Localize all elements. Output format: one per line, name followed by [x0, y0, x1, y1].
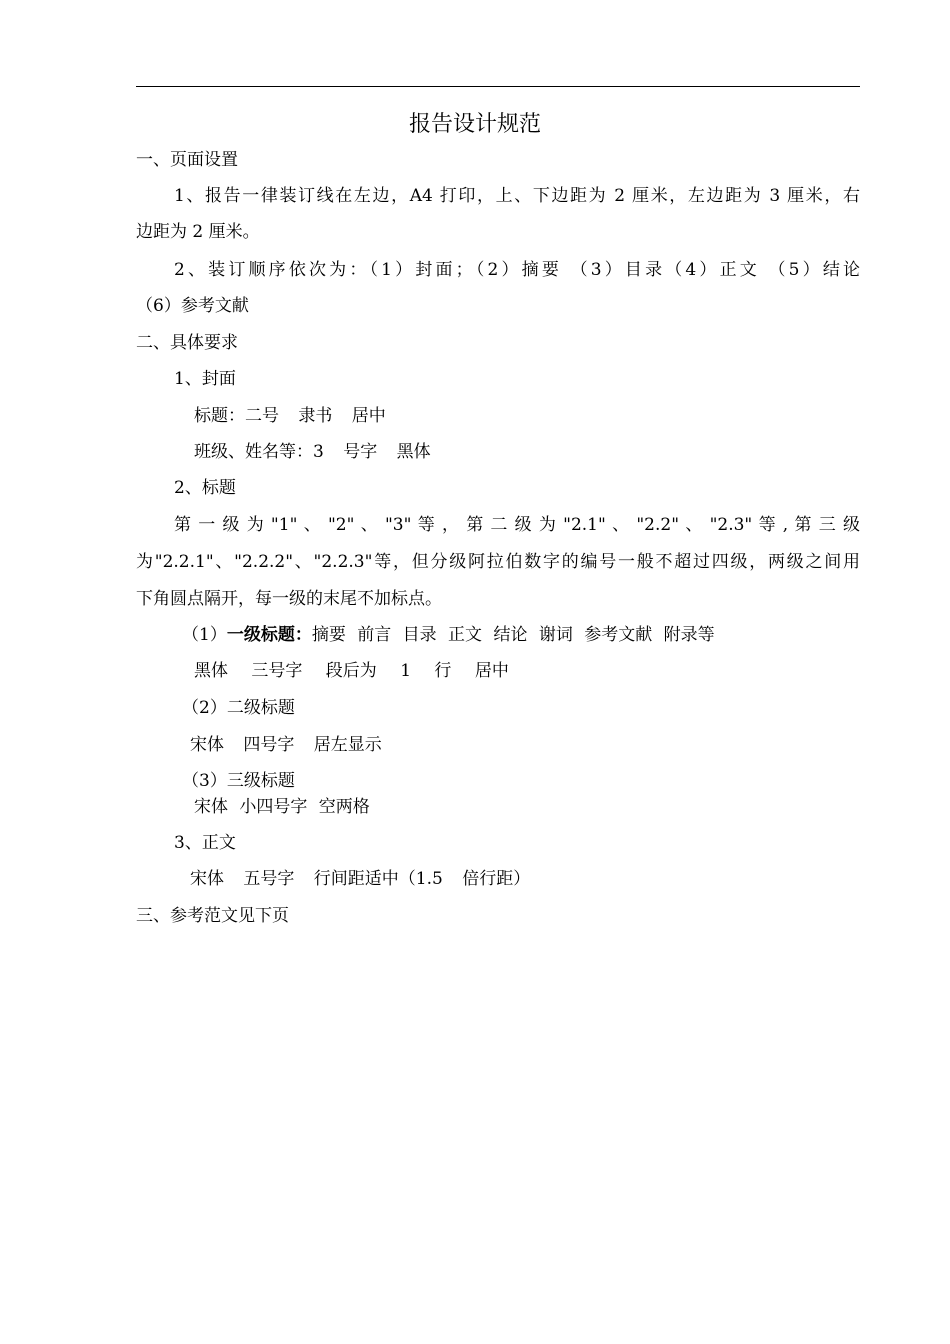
section1-heading: 一、页面设置 [136, 150, 238, 170]
cover-title-spec: 标题：二号 隶书 居中 [194, 406, 386, 426]
cover-heading: 1、封面 [174, 369, 236, 389]
body-heading: 3、正文 [174, 833, 236, 853]
level1-items: 摘要 前言 目录 正文 结论 谢词 参考文献 附录等 [311, 625, 715, 645]
headings-para-line3: 下角圆点隔开，每一级的末尾不加标点。 [136, 589, 442, 609]
level1-line [182, 624, 715, 646]
headings-heading: 2、标题 [174, 478, 236, 498]
section3-heading: 三、参考范文见下页 [136, 906, 289, 926]
section1-item1-line2: 边距为 2 厘米。 [136, 222, 260, 242]
section1-item1-line1: 1、报告一律装订线在左边，A4 打印，上、下边距为 2 厘米，左边距为 3 厘米，右 [174, 186, 860, 206]
section1-item2-line1: 2、装订顺序依次为：（1）封面；（2）摘要 （3）目录（4）正文 （5）结论 [174, 260, 860, 280]
level1-spec: 黑体 三号字 段后为 1 行 居中 [194, 661, 509, 681]
level3-label: （3）三级标题 [182, 771, 295, 791]
level1-label: 一级标题： [226, 625, 312, 645]
headings-para-line2: 为"2.2.1"、"2.2.2"、"2.2.3"等，但分级阿拉伯数字的编号一般不超过四级，两级之间用 [136, 552, 860, 572]
level2-label: （2）二级标题 [182, 698, 295, 718]
level2-spec: 宋体 四号字 居左显示 [190, 735, 382, 755]
section2-heading: 二、具体要求 [136, 333, 238, 353]
level3-spec: 宋体 小四号字 空两格 [194, 797, 370, 817]
section1-item2-line2: （6）参考文献 [136, 296, 249, 316]
cover-class-spec: 班级、姓名等：3 号字 黑体 [194, 442, 431, 462]
level1-prefix: （1） [182, 625, 227, 645]
page-title: 报告设计规范 [408, 112, 541, 137]
header-rule [136, 86, 860, 87]
body-spec: 宋体 五号字 行间距适中（1.5 倍行距） [190, 869, 531, 889]
headings-para-line1: 第 一 级 为 "1" 、 "2" 、 "3" 等 ， 第 二 级 为 "2.1" 、 "2.2" 、 "2.3" 等 , 第 三 级 [174, 515, 860, 535]
